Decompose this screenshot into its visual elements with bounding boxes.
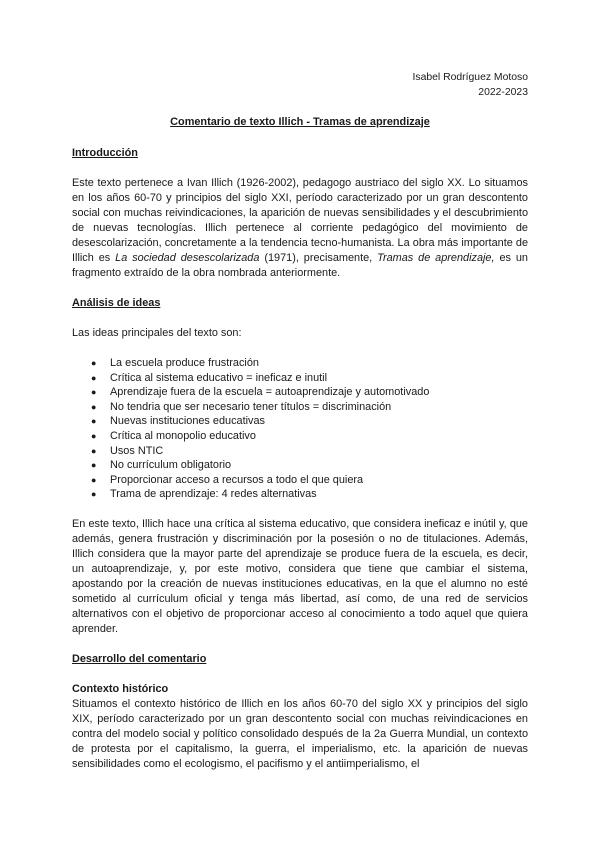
bullet-icon: ● [91,401,97,412]
intro-book-title: La sociedad desescolarizada [115,252,260,264]
bullet-icon: ● [91,489,97,500]
list-item: ● No tendria que ser necesario tener títulos = discriminación [91,400,392,413]
list-item: ● La escuela produce frustración [91,357,259,369]
bullet-icon: ● [91,358,97,368]
intro-excerpt-title: Tramas de aprendizaje, [377,252,495,264]
subheading-contexto-historico: Contexto histórico [72,682,169,695]
analisis-summary: En este texto, Illich hace una crítica al sistema educativo, que considera ineficaz e inútil y, que además, genera frustración y discriminación por la posesión o no de titulaciones. Además, Illich considera que la mayor parte del aprendizaje se produce fuera de la escuela, es decir, un autoaprendizaje, y, por este motivo, considera que tiene que cambiar el sistema, apostando por la creación de nuevas instituciones educativas, en la que el alumno no esté sometido al currículum oficial y tenga más libertad, así como, de una red de servicios alternativos con el objetivo de proporcionar acceso al conocimiento a todo aquel que quiera aprender. [72,517,528,635]
list-item: ● No currículum obligatorio [91,459,232,472]
section-heading-desarrollo: Desarrollo del comentario [72,652,207,665]
intro-text-part2: (1971), precisamente, [259,252,378,264]
bullet-icon: ● [91,445,97,456]
intro-paragraph [72,176,528,281]
intro-text-part3: es un fragmento extraído de la obra nombrada anteriormente. [72,252,528,279]
bullet-icon: ● [91,460,97,471]
section-heading-analisis: Análisis de ideas [72,297,161,309]
list-item: ● Usos NTIC [91,444,164,457]
bullet-icon: ● [91,416,97,427]
bullet-icon: ● [91,474,97,485]
author-block [72,70,528,100]
document-title: Comentario de texto Illich - Tramas de aprendizaje [170,116,430,128]
analisis-intro: Las ideas principales del texto son: [72,327,242,339]
author-name: Isabel Rodríguez Motoso [412,72,528,83]
ideas-list [72,356,528,502]
bullet-icon: ● [91,372,97,383]
list-item: ● Crítica al monopolio educativo [91,429,256,442]
bullet-icon: ● [91,387,97,398]
list-item: ● Crítica al sistema educativo = ineficaz e inutil [91,371,328,384]
list-item: ● Proporcionar acceso a recursos a todo el que quiera [91,473,364,486]
section-heading-introduccion: Introducción [72,147,138,159]
contexto-paragraph: Situamos el contexto histórico de Illich en los años 60-70 del siglo XX y principios del siglo XIX, período caracterizado por un gran descontento social con muchas reivindicaciones en contra del modelo social y político consolidado después de la 2a Guerra Mundial, un contexto de protesta por el capitalismo, la guerra, el imperialismo, etc. la aparición de nuevas sensibilidades como el ecologismo, el pacifismo y el antiimperialismo, el [72,697,528,770]
intro-text-part1: Este texto pertenece a Ivan Illich (1926-2002), pedagogo austriaco del siglo XX. Lo situamos en los años 60-70 y principios del siglo XXI, período caracterizado por un gran descontento social con muchas reivindicaciones, la aparición de nuevas sensibilidades y el descubrimiento de nuevas tecnologías. Illich pertenece al corriente pedagógico del movimiento de desescolarización, concretamente a la tendencia tecno-humanista. La obra más importante de Illich es [72,177,528,264]
list-item: ● Trama de aprendizaje: 4 redes alternativas [91,488,317,501]
bullet-icon: ● [91,430,97,441]
list-item: ● Aprendizaje fuera de la escuela = autoaprendizaje y automotivado [91,386,430,399]
list-item: ● Nuevas instituciones educativas [91,415,265,428]
academic-year: 2022-2023 [478,87,528,98]
